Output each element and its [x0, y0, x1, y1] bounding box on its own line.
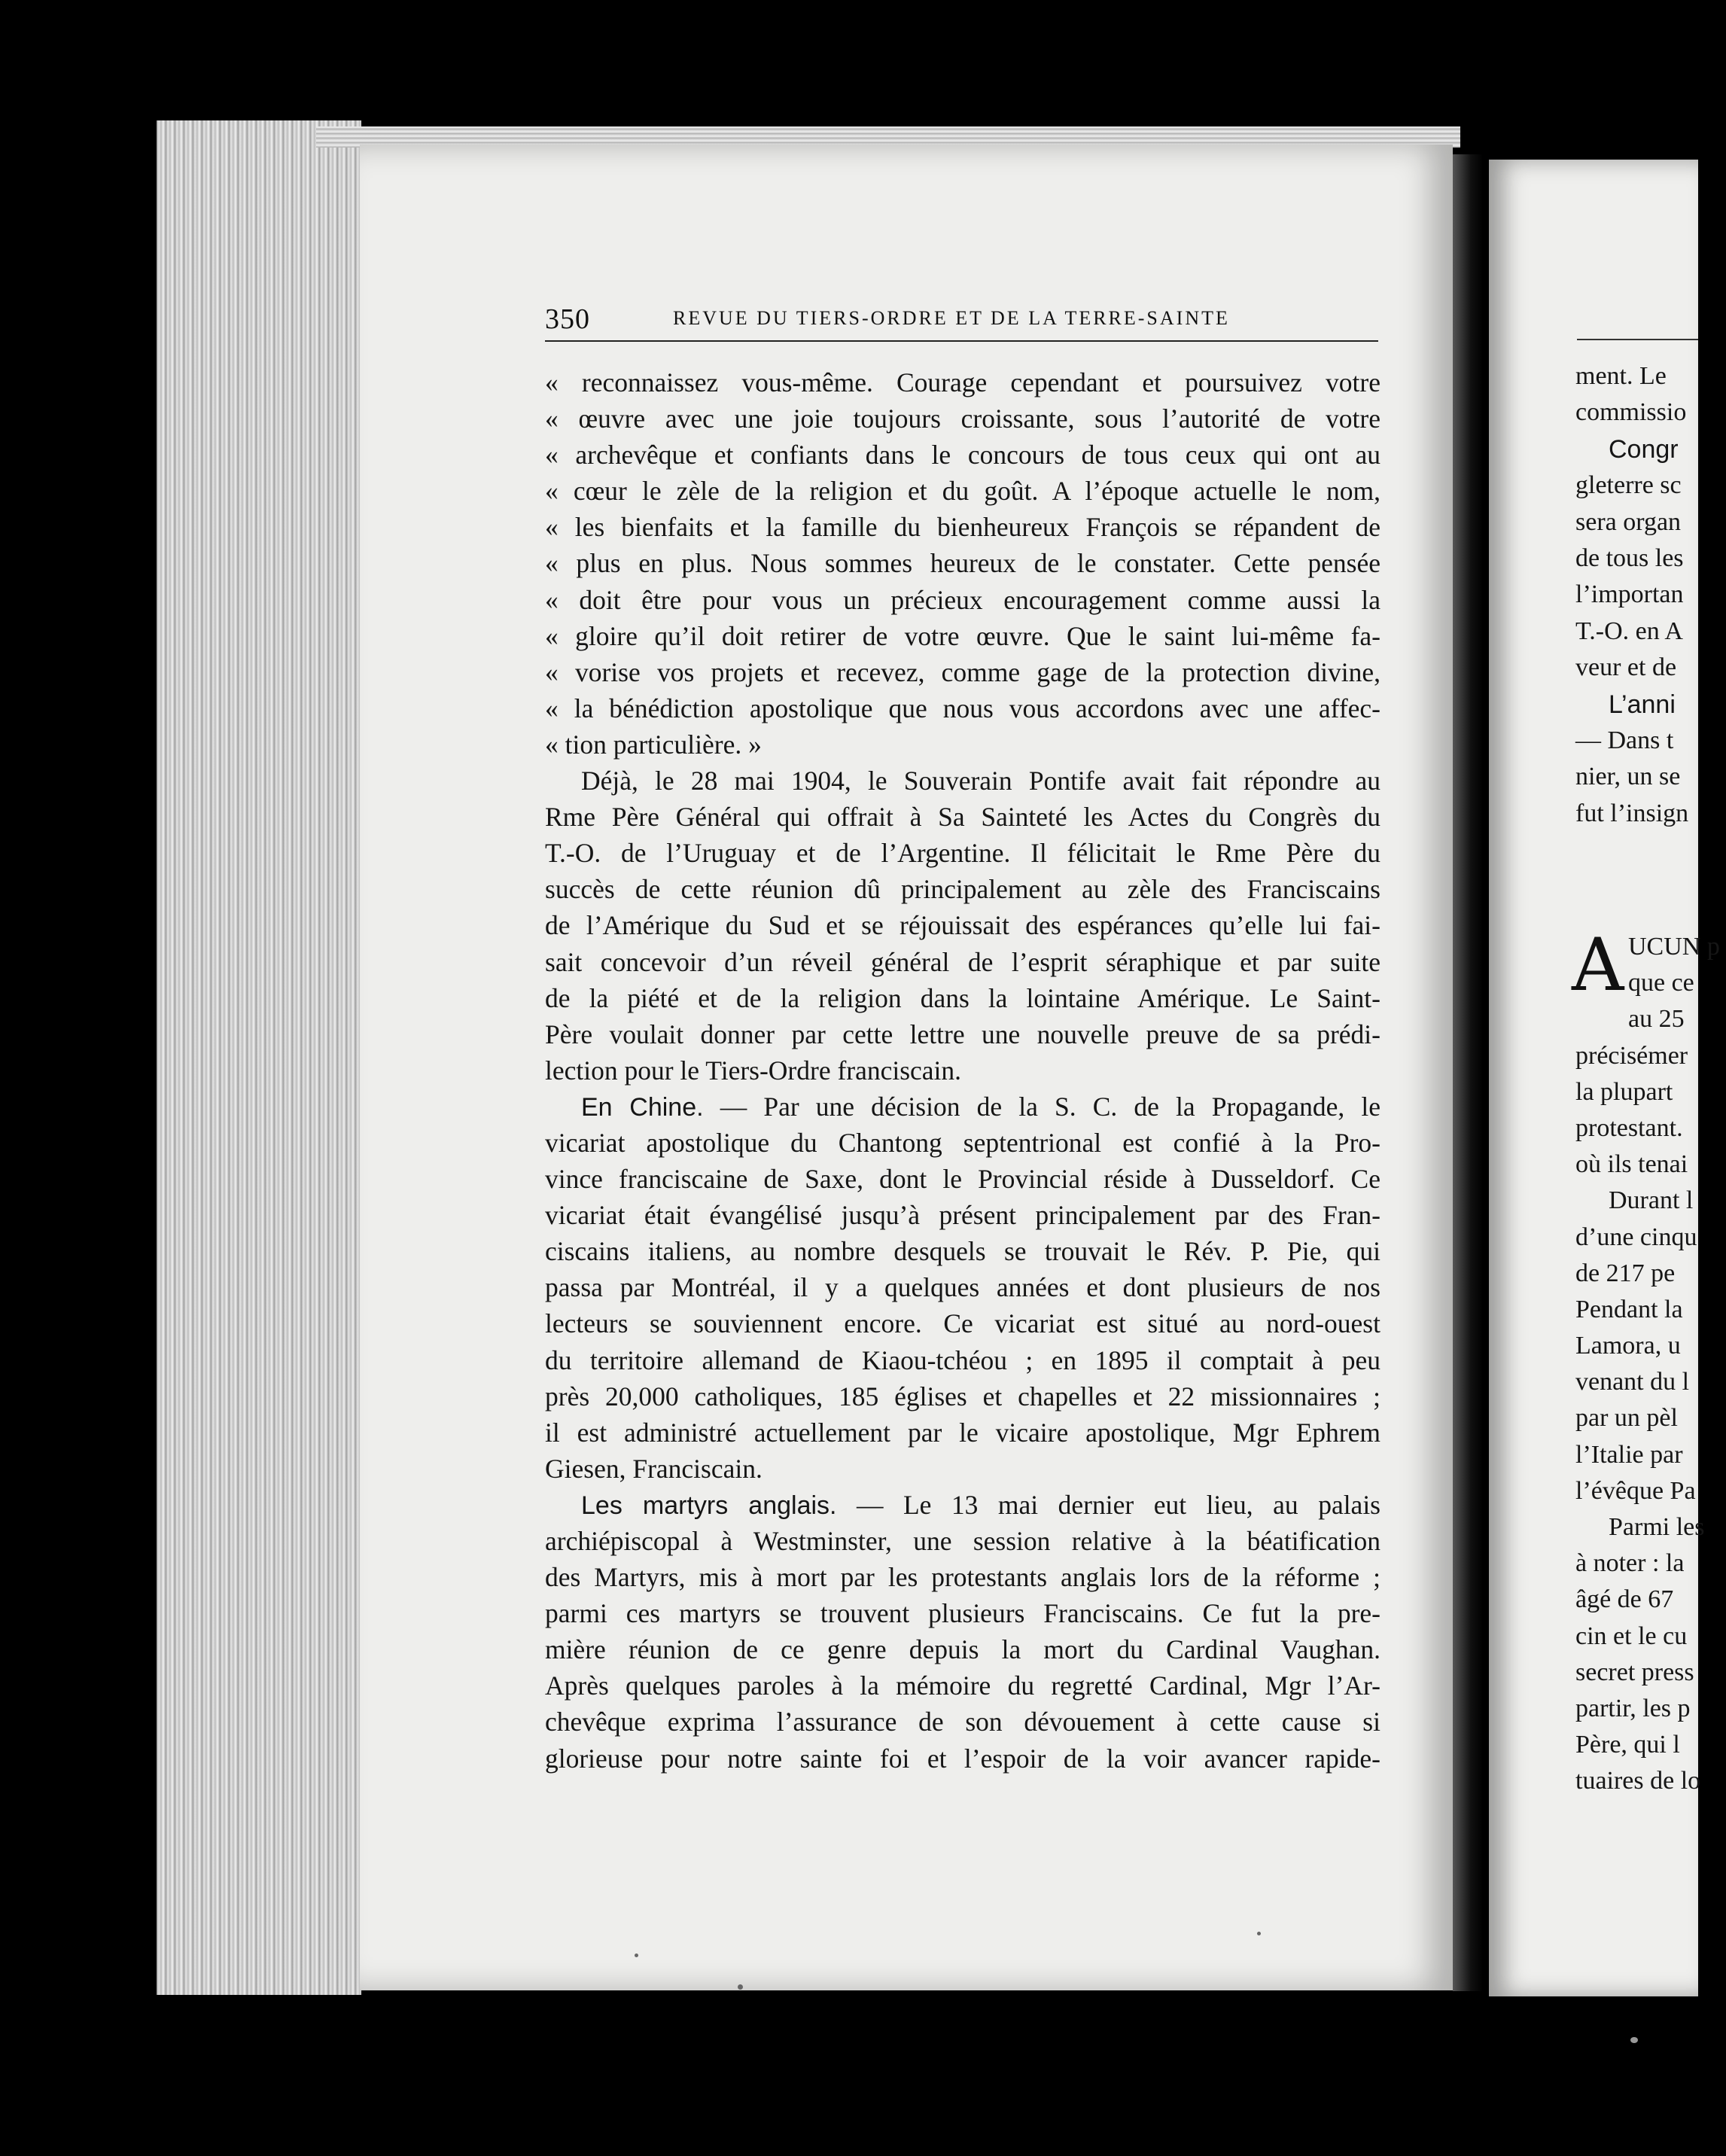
truncated-text-line: Parmi les	[1609, 1513, 1705, 1541]
truncated-text-line: Lamora, u	[1575, 1332, 1681, 1360]
text-line	[545, 1089, 1380, 1125]
truncated-text-line: gleterre sc	[1575, 471, 1682, 500]
truncated-text-line: nier, un se	[1575, 763, 1681, 791]
dust-speck	[635, 1953, 638, 1957]
truncated-text-line: Congr	[1609, 434, 1679, 464]
text-line	[545, 690, 1380, 726]
line-text: ciscains italiens, au nombre desquels se trouvait le Rév. P. Pie, qui	[545, 1236, 1380, 1267]
text-line	[545, 944, 1380, 980]
line-text: lecteurs se souviennent encore. Ce vicariat est situé au nord-ouest	[545, 1308, 1380, 1339]
text-line	[545, 1161, 1380, 1197]
truncated-text-line: commissio	[1575, 398, 1687, 427]
truncated-text-line: partir, les p	[1575, 1694, 1691, 1722]
text-line	[545, 1125, 1380, 1161]
line-text: chevêque exprima l’assurance de son dévouement à cette cause si	[545, 1707, 1380, 1737]
text-line	[545, 763, 1380, 799]
text-line	[545, 654, 1380, 690]
text-line	[545, 1704, 1380, 1740]
line-text: Après quelques paroles à la mémoire du regretté Cardinal, Mgr l’Ar-	[545, 1670, 1380, 1701]
text-line	[545, 1342, 1380, 1378]
line-text: succès de cette réunion dû principalement au zèle des Franciscains	[545, 874, 1380, 905]
line-text: « œuvre avec une joie toujours croissante, sous l’autorité de votre	[545, 403, 1380, 434]
truncated-text-line: venant du l	[1575, 1368, 1690, 1396]
book-gutter	[1453, 154, 1483, 1991]
right-page-header-rule	[1577, 339, 1698, 340]
text-line	[545, 1667, 1380, 1704]
text-line	[545, 1269, 1380, 1305]
line-text: près 20,000 catholiques, 185 églises et chapelles et 22 missionnaires ;	[545, 1381, 1380, 1411]
line-text: glorieuse pour notre sainte foi et l’espoir de la voir avancer rapide-	[545, 1743, 1380, 1774]
right-page-upper-text	[1575, 358, 1726, 832]
line-text: T.-O. de l’Uruguay et de l’Argentine. Il félicitait le Rme Père du	[545, 838, 1380, 869]
text-line	[545, 1197, 1380, 1233]
line-text: parmi ces martyrs se trouvent plusieurs Franciscains. Ce fut la pre-	[545, 1598, 1380, 1629]
line-text: sait concevoir d’un réveil général de l’esprit séraphique et par suite	[545, 946, 1380, 977]
line-text: « tion particulière. »	[545, 729, 762, 760]
text-line	[545, 980, 1380, 1016]
text-line	[545, 1523, 1380, 1559]
truncated-text-line: l’Italie par	[1575, 1440, 1683, 1469]
truncated-text-line: fut l’insign	[1575, 799, 1689, 827]
line-text: de la piété et de la religion dans la lointaine Amérique. Le Saint-	[545, 982, 1380, 1013]
truncated-text-line: par un pèl	[1575, 1404, 1678, 1433]
truncated-text-line: sera organ	[1575, 507, 1682, 536]
truncated-text-line: au 25	[1628, 1005, 1685, 1034]
truncated-text-line: Pendant la	[1575, 1295, 1683, 1323]
truncated-text-line: Père, qui l	[1575, 1731, 1680, 1759]
line-text: il est administré actuellement par le vicaire apostolique, Mgr Ephrem	[545, 1417, 1380, 1448]
truncated-text-line: T.-O. en A	[1575, 617, 1683, 645]
left-page-body-text	[545, 364, 1380, 1777]
dust-speck	[738, 1984, 743, 1990]
truncated-text-line: de 217 pe	[1575, 1259, 1676, 1287]
truncated-text-line: que ce	[1628, 969, 1694, 997]
truncated-text-line: ment. Le	[1575, 362, 1667, 390]
line-text: « reconnaissez vous-même. Courage cependant et poursuivez votre	[545, 367, 1380, 397]
truncated-text-line: précisémer	[1575, 1041, 1688, 1070]
text-line	[545, 799, 1380, 835]
text-line	[545, 1740, 1380, 1777]
truncated-text-line: âgé de 67	[1575, 1585, 1674, 1614]
line-text: « doit être pour vous un précieux encouragement comme aussi la	[545, 584, 1380, 615]
text-line	[545, 437, 1380, 473]
running-head	[545, 303, 1378, 342]
line-text: du territoire allemand de Kiaou-tchéou ; en 1895 il comptait à peu	[545, 1344, 1380, 1375]
text-line	[545, 1631, 1380, 1667]
truncated-text-line: secret press	[1575, 1658, 1694, 1686]
text-line	[545, 509, 1380, 545]
text-line	[545, 364, 1380, 400]
text-line	[545, 1595, 1380, 1631]
text-line	[545, 1378, 1380, 1414]
line-text: archiépiscopal à Westminster, une session relative à la béatification	[545, 1526, 1380, 1556]
line-text: « vorise vos projets et recevez, comme gage de la protection divine,	[545, 656, 1380, 687]
truncated-text-line: l’importan	[1575, 580, 1684, 609]
line-text: vicariat était évangélisé jusqu’à présent principalement par des Fran-	[545, 1200, 1380, 1231]
line-text: passa par Montréal, il y a quelques années et dont plusieurs de nos	[545, 1272, 1380, 1303]
truncated-text-line: de tous les	[1575, 544, 1684, 572]
truncated-text-line: Durant l	[1609, 1186, 1694, 1215]
text-line	[545, 835, 1380, 871]
truncated-text-line: veur et de	[1575, 653, 1677, 682]
text-line	[545, 582, 1380, 618]
line-text: — Par une décision de la S. C. de la Propagande, le	[703, 1091, 1380, 1122]
text-line	[545, 1487, 1380, 1523]
text-line	[545, 1451, 1380, 1487]
truncated-text-line: où ils tenai	[1575, 1150, 1688, 1179]
truncated-text-line: l’évêque Pa	[1575, 1476, 1696, 1505]
text-line	[545, 871, 1380, 907]
text-line	[545, 907, 1380, 943]
dust-speck	[1257, 1932, 1261, 1935]
line-text: « les bienfaits et la famille du bienheureux François se répandent de	[545, 512, 1380, 543]
line-text: des Martyrs, mis à mort par les protestants anglais lors de la réforme ;	[545, 1562, 1380, 1593]
line-text: « la bénédiction apostolique que nous vous accordons avec une affec-	[545, 693, 1380, 723]
truncated-text-line: tuaires de lo	[1575, 1767, 1701, 1795]
line-text: Déjà, le 28 mai 1904, le Souverain Pontife avait fait répondre au	[581, 766, 1380, 796]
line-text: lection pour le Tiers-Ordre franciscain.	[545, 1055, 962, 1086]
text-line	[545, 1052, 1380, 1089]
truncated-text-line: protestant.	[1575, 1113, 1683, 1142]
text-line	[545, 618, 1380, 654]
line-text: vince franciscaine de Saxe, dont le Provincial réside à Dusseldorf. Ce	[545, 1164, 1380, 1195]
line-text: « archevêque et confiants dans le concours de tous ceux qui ont au	[545, 440, 1380, 470]
text-line	[545, 1016, 1380, 1052]
section-heading: Les martyrs anglais.	[581, 1491, 837, 1520]
line-text: de l’Amérique du Sud et se réjouissait des espérances qu’elle lui fai-	[545, 910, 1380, 941]
text-line	[545, 1305, 1380, 1341]
truncated-text-line: d’une cinqu	[1575, 1223, 1697, 1251]
drop-cap-initial: A	[1572, 923, 1624, 1007]
line-text: « cœur le zèle de la religion et du goût. A l’époque actuelle le nom,	[545, 476, 1380, 507]
line-text: « plus en plus. Nous sommes heureux de le constater. Cette pensée	[545, 548, 1380, 579]
line-text: Père voulait donner par cette lettre une nouvelle preuve de sa prédi-	[545, 1019, 1380, 1049]
running-title: REVUE DU TIERS-ORDRE ET DE LA TERRE-SAINTE	[673, 307, 1230, 329]
text-line	[545, 1233, 1380, 1269]
line-text: — Le 13 mai dernier eut lieu, au palais	[836, 1489, 1380, 1520]
truncated-text-line: — Dans t	[1575, 726, 1674, 754]
text-line	[545, 1414, 1380, 1451]
dust-speck	[1630, 2037, 1638, 2043]
line-text: mière réunion de ce genre depuis la mort du Cardinal Vaughan.	[545, 1634, 1380, 1665]
truncated-text-line: la plupart	[1575, 1077, 1673, 1106]
truncated-text-line: à noter : la	[1575, 1549, 1685, 1578]
text-line	[545, 473, 1380, 509]
book-page-edges	[157, 120, 361, 1995]
line-text: Giesen, Franciscain.	[545, 1453, 763, 1484]
line-text: vicariat apostolique du Chantong septentrional est confié à la Pro-	[545, 1127, 1380, 1158]
text-line	[545, 726, 1380, 763]
line-text: « gloire qu’il doit retirer de votre œuvre. Que le saint lui-même fa-	[545, 620, 1380, 651]
page-number: 350	[545, 303, 590, 335]
section-heading: En Chine.	[581, 1092, 704, 1122]
text-line	[545, 545, 1380, 581]
truncated-text-line: UCUN p	[1628, 933, 1720, 961]
line-text: Rme Père Général qui offrait à Sa Sainteté les Actes du Congrès du	[545, 802, 1380, 833]
text-line	[545, 400, 1380, 437]
right-page-lower-text	[1575, 929, 1726, 1800]
truncated-text-line: cin et le cu	[1575, 1622, 1688, 1650]
truncated-text-line: L’anni	[1609, 690, 1676, 719]
text-line	[545, 1559, 1380, 1595]
